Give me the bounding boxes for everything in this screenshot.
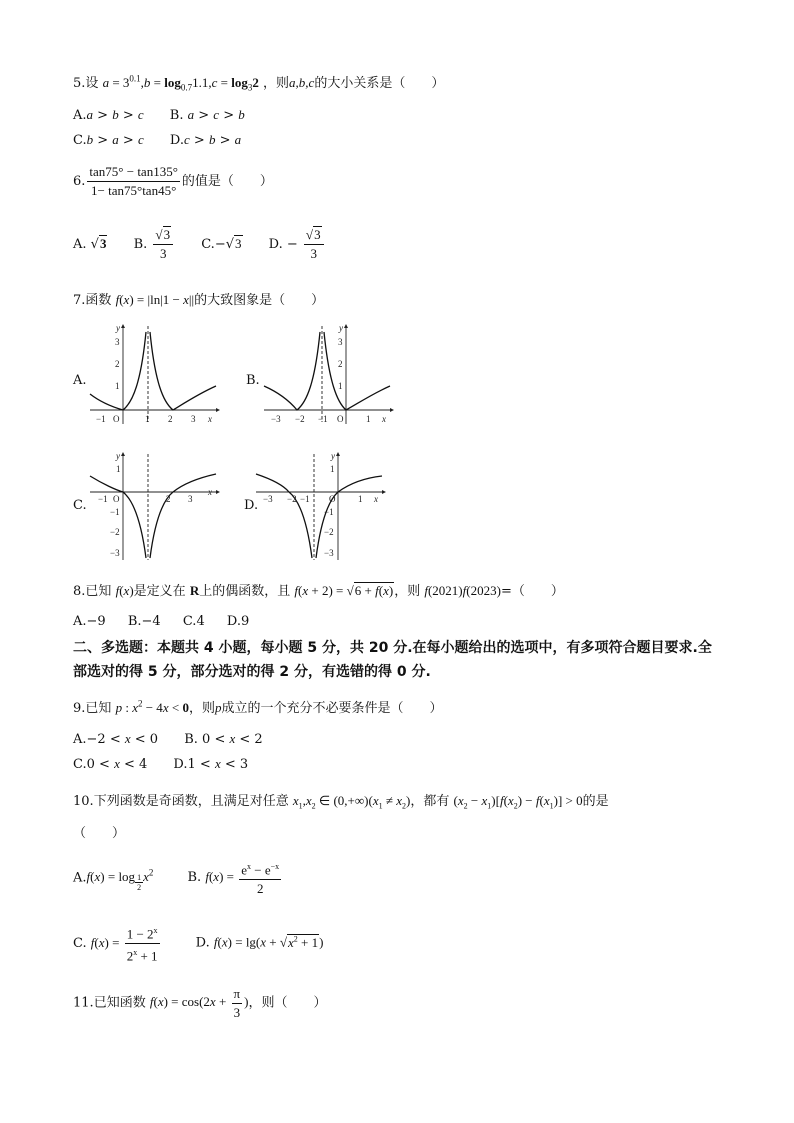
svg-text:y: y — [339, 323, 343, 333]
q9-ask: ，则 — [188, 701, 215, 716]
svg-text:1: 1 — [366, 414, 371, 424]
svg-text:1: 1 — [330, 464, 335, 474]
q6-denominator: 1− tan75°tan45° — [91, 183, 177, 198]
q5-option-a: A.a > b > c — [73, 107, 144, 123]
svg-text:−3: −3 — [271, 414, 281, 424]
q9-option-b: B. 0 < x < 2 — [184, 731, 263, 747]
svg-text:3: 3 — [188, 494, 193, 504]
q6-options — [73, 226, 348, 263]
q6-option-d: D. − $\frac{√3}{3}$ — [269, 226, 326, 263]
svg-text:−1: −1 — [110, 507, 120, 517]
question-10 — [73, 790, 609, 811]
svg-text:1: 1 — [145, 414, 150, 424]
q7-graph-d — [254, 450, 388, 562]
svg-text:O: O — [113, 414, 120, 424]
q9-option-a: A.−2 < x < 0 — [73, 731, 159, 747]
q8-option-c: C.4 — [182, 614, 205, 629]
q10-option-a: A.f(x) = log $_{\frac{1}{2}}$ $x^2$ — [73, 867, 154, 893]
svg-text:−1: −1 — [300, 494, 310, 504]
q10-option-b: B. f(x) = $\frac{e^x - e^{-x}}{2}$ — [187, 858, 283, 898]
q10-option-c: C. f(x) = $\frac{1 - 2^x}{2^x + 1}$ — [73, 922, 162, 966]
q10-ask: 的是 — [582, 794, 609, 809]
q5-option-c: C.b > a > c — [73, 132, 144, 148]
question-8: 8.已知 f(x)是定义在 R上的偶函数，且 f(x + 2) = √6 + f(x)，则 f(2021)f(2023)=（ ） — [73, 583, 564, 599]
q5-prefix: 设 — [85, 76, 99, 91]
q8-number: 8. — [73, 584, 86, 599]
q8-option-a: A.−9 — [73, 614, 106, 629]
q7-ask: 的大致图象是（ ） — [194, 293, 325, 308]
q11-formula: f(x) = cos(2x + $\frac{\pi}{3}$ ) — [149, 986, 249, 1020]
q6-option-b: B. $\frac{√3}{3}$ — [134, 226, 175, 263]
svg-text:−1: −1 — [96, 414, 106, 424]
svg-text:O: O — [113, 494, 120, 504]
svg-text:−3: −3 — [110, 548, 120, 558]
svg-text:y: y — [116, 323, 120, 333]
svg-text:−3: −3 — [263, 494, 273, 504]
svg-text:−3: −3 — [324, 548, 334, 558]
q6-option-a: A. √3 — [73, 236, 107, 252]
q10-prefix: 下列函数是奇函数，且满足对任意 — [93, 794, 289, 809]
q8-ask: =（ ） — [500, 584, 564, 599]
svg-text:y: y — [331, 451, 335, 461]
svg-text:2: 2 — [115, 359, 120, 369]
q7-label-d: D. — [244, 498, 259, 513]
q7-graph-a — [88, 322, 222, 428]
svg-text:2: 2 — [166, 494, 171, 504]
q8-options — [73, 614, 271, 629]
q8-option-d: D.9 — [226, 614, 250, 629]
q10-options-row1 — [73, 858, 305, 898]
svg-text:y: y — [116, 451, 120, 461]
q9-formula: p : $x^2 - 4x < 0$ — [115, 698, 189, 715]
question-11 — [73, 985, 326, 1022]
q5-ask: 的大小关系是（ ） — [314, 76, 445, 91]
svg-text:3: 3 — [115, 337, 120, 347]
q6-number: 6. — [73, 174, 86, 189]
q5-formula: a — [102, 75, 110, 90]
q11-ask: ，则（ ） — [248, 995, 327, 1011]
q8-option-b: B.−4 — [127, 614, 161, 629]
svg-text:−1: −1 — [318, 414, 328, 424]
svg-text:1: 1 — [358, 494, 363, 504]
q5-number: 5. — [73, 76, 86, 91]
q5-option-d: D.c > b > a — [169, 132, 242, 148]
q5-option-b: B. a > c > b — [169, 107, 245, 123]
svg-text:3: 3 — [191, 414, 196, 424]
question-6 — [73, 163, 273, 200]
q10-paren: （ ） — [73, 826, 126, 841]
svg-text:3: 3 — [338, 337, 343, 347]
q10-condition: $(x_2 - x_1)[f(x_2) - f(x_1)] > 0$ — [453, 793, 583, 811]
q9-option-c: C.0 < x < 4 — [73, 756, 148, 772]
question-9 — [73, 697, 442, 716]
q9-option-d: D.1 < x < 3 — [173, 756, 249, 772]
q6-option-c: C.−√3 — [201, 236, 242, 252]
question-5: 5.设 $a = 3^{0.1},b = \log_{0.7}1.1,c = \log_32$ ，则a,b,c的大小关系是（ ） — [73, 73, 445, 93]
svg-text:−1: −1 — [98, 494, 108, 504]
q8-mid: 是定义在 — [133, 584, 186, 599]
q10-option-d: D. $f(x) = \lg(x + √x^2 + 1)$ — [195, 934, 324, 951]
q7-formula: f(x) = |ln|1 − x|| — [115, 292, 195, 307]
q7-number: 7. — [73, 293, 86, 308]
q9-prefix: 已知 — [85, 701, 112, 716]
q7-label-b: B. — [246, 373, 260, 388]
q9-p: p — [214, 700, 222, 715]
q9-options-row1 — [73, 731, 285, 747]
svg-text:−2: −2 — [295, 414, 305, 424]
q5-vars: a,b,c — [289, 75, 315, 90]
svg-text:2: 2 — [338, 359, 343, 369]
svg-text:x: x — [374, 494, 378, 504]
question-7 — [73, 289, 324, 308]
q8-formula: f(x + 2) = √6 + f(x) — [294, 583, 394, 598]
svg-text:−2: −2 — [324, 527, 334, 537]
q9-number: 9. — [73, 701, 86, 716]
q7-graph-c — [88, 450, 222, 562]
q9-ask2: 成立的一个充分不必要条件是（ ） — [221, 701, 443, 716]
q7-label-a: A. — [73, 373, 87, 388]
q11-prefix: 已知函数 — [93, 995, 146, 1011]
svg-text:1: 1 — [115, 381, 120, 391]
q8-prefix: 已知 — [85, 584, 112, 599]
svg-text:x: x — [208, 414, 212, 424]
svg-text:O: O — [329, 494, 336, 504]
q5-options-row1 — [73, 107, 267, 123]
q10-mid: ，都有 — [410, 794, 450, 809]
q10-domain: $x_1,x_2$ ∈ $(0,+\infty)(x_1 \ne x_2)$ — [292, 793, 411, 811]
svg-text:x: x — [208, 487, 212, 497]
q6-ask: 的值是（ ） — [181, 174, 273, 189]
q5-tail: ，则 — [263, 76, 290, 91]
svg-text:2: 2 — [168, 414, 173, 424]
svg-text:1: 1 — [338, 381, 343, 391]
q7-label-c: C. — [73, 498, 87, 513]
q8-mid2: 上的偶函数，且 — [199, 584, 291, 599]
q8-mid3: ，则 — [394, 584, 421, 599]
q5-options-row2 — [73, 132, 263, 148]
q11-number: 11. — [73, 995, 94, 1011]
q6-fraction — [87, 163, 180, 200]
q6-numerator: tan75° − tan135° — [87, 163, 180, 182]
svg-text:1: 1 — [116, 464, 121, 474]
q10-number: 10. — [73, 794, 94, 809]
q10-options-row2 — [73, 922, 345, 966]
q9-options-row2 — [73, 756, 270, 772]
svg-text:−2: −2 — [110, 527, 120, 537]
svg-text:O: O — [337, 414, 344, 424]
svg-text:−2: −2 — [287, 494, 297, 504]
q7-prefix: 函数 — [85, 293, 112, 308]
svg-text:−1: −1 — [324, 507, 334, 517]
q7-graph-b — [262, 322, 396, 428]
svg-text:x: x — [382, 414, 386, 424]
section-heading: 二、多选题：本题共 4 小题，每小题 5 分，共 20 分.在每小题给出的选项中，有多项符合题目要求.全部选对的得 5 分，部分选对的得 2 分，有选错的得 0 分. — [73, 640, 712, 680]
q8-reals: R — [189, 583, 200, 598]
